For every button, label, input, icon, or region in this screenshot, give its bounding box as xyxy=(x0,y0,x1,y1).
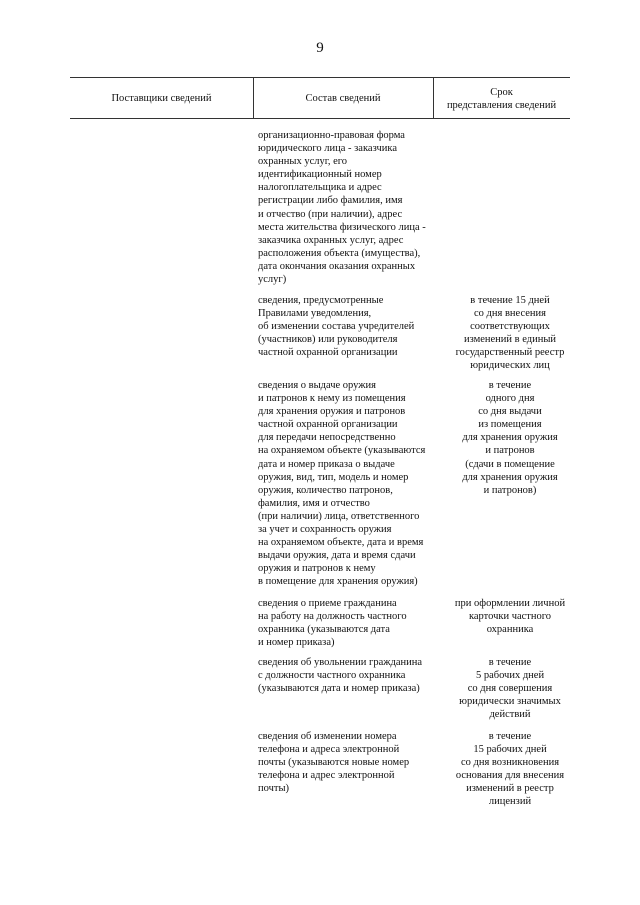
row-2-content-line: для передачи непосредственно xyxy=(258,432,396,444)
row-1-content-line: частной охранной организации xyxy=(258,347,398,359)
row-2-deadline-line: для хранения оружия xyxy=(462,471,558,483)
row-0-content-line: услуг) xyxy=(258,274,287,286)
row-1-content xyxy=(258,294,414,359)
row-2-deadline xyxy=(440,379,580,497)
row-1-content-line: сведения, предусмотренные xyxy=(258,295,384,306)
row-2-content xyxy=(258,379,425,589)
row-5-deadline-line: в течение xyxy=(488,731,532,742)
row-2-content-line: оружия, вид, тип, модель и номер xyxy=(258,471,409,483)
row-5-deadline-line: изменений в реестр xyxy=(466,783,554,795)
header-deadline: Срок представления сведений xyxy=(446,87,557,111)
row-2-deadline-line: в течение xyxy=(488,380,532,391)
row-4-content-line: с должности частного охранника xyxy=(258,670,406,682)
row-0-content xyxy=(258,129,426,286)
row-0-content-line: дата окончания оказания охранных xyxy=(258,260,416,272)
row-4-deadline-line: 5 рабочих дней xyxy=(475,670,545,682)
row-1-deadline-line: со дня внесения xyxy=(474,308,546,320)
row-0-content-line: места жительства физического лица - xyxy=(258,221,426,233)
row-4-deadline-line: действий xyxy=(489,709,531,721)
row-3-deadline-line: при оформлении личной xyxy=(454,598,566,609)
row-0-content-line: идентификационный номер xyxy=(258,169,382,181)
row-5-content-line: телефона и адреса электронной xyxy=(258,744,400,756)
row-2-content-line: фамилия, имя и отчество xyxy=(258,497,370,509)
row-5-deadline-line: лицензий xyxy=(488,796,532,808)
header-suppliers: Поставщики сведений xyxy=(111,93,212,104)
row-2-deadline-line: (сдачи в помещение xyxy=(465,458,555,470)
row-1-content-line: об изменении состава учредителей xyxy=(258,321,415,333)
row-1-deadline-line: государственный реестр xyxy=(455,347,565,359)
row-0-content-line: и отчество (при наличии), адрес xyxy=(258,208,403,220)
row-1-deadline-line: соответствующих xyxy=(470,321,550,333)
row-5-content-line: телефона и адрес электронной xyxy=(258,770,395,782)
row-2-content-line: для хранения оружия и патронов xyxy=(258,406,406,418)
row-5-content-line: почты (указываются новые номер xyxy=(258,757,410,769)
row-1-deadline xyxy=(440,294,580,373)
row-4-deadline-line: юридически значимых xyxy=(459,696,561,708)
row-2-deadline-line: и патронов) xyxy=(483,484,537,496)
row-2-content-line: (при наличии) лица, ответственного xyxy=(258,510,420,522)
row-5-content-line: сведения об изменении номера xyxy=(258,731,397,742)
row-5-content-line: почты) xyxy=(258,783,290,795)
row-0-content-line: заказчика охранных услуг, адрес xyxy=(258,234,404,246)
header-content: Состав сведений xyxy=(305,93,381,104)
row-2-content-line: на охраняемом объекте (указываются xyxy=(258,445,426,457)
row-0-content-line: налогоплательщика и адрес xyxy=(258,182,382,194)
row-0-content-line: регистрации либо фамилия, имя xyxy=(258,195,403,207)
row-5-deadline-line: 15 рабочих дней xyxy=(473,744,547,756)
row-0-content-line: расположения объекта (имущества), xyxy=(258,247,421,259)
page-number: 9 xyxy=(316,40,324,56)
row-5-deadline-line: со дня возникновения xyxy=(460,757,560,769)
row-2-content-line: дата и номер приказа о выдаче xyxy=(258,458,395,470)
row-2-deadline-line: из помещения xyxy=(478,419,542,431)
row-3-content-line: сведения о приеме гражданина xyxy=(258,598,397,609)
row-4-deadline xyxy=(440,656,580,721)
row-3-content-line: охранника (указываются дата xyxy=(258,624,390,636)
row-3-content xyxy=(258,597,407,649)
row-2-content-line: выдачи оружия, дата и время сдачи xyxy=(258,550,416,562)
row-1-deadline-line: изменений в единый xyxy=(463,334,557,346)
row-2-content-line: за учет и сохранность оружия xyxy=(258,524,392,536)
row-0-content-line: организационно-правовая форма xyxy=(258,130,405,141)
row-3-content-line: на работу на должность частного xyxy=(258,611,407,623)
row-5-deadline-line: основания для внесения xyxy=(455,770,565,782)
row-0-content-line: юридического лица - заказчика xyxy=(258,143,398,155)
row-1-deadline-line: юридических лиц xyxy=(470,360,550,372)
row-2-deadline-line: для хранения оружия xyxy=(462,432,558,444)
row-2-deadline-line: и патронов xyxy=(485,445,535,457)
table-top-rule xyxy=(70,77,570,78)
row-4-content-line: сведения об увольнении гражданина xyxy=(258,657,423,668)
row-3-deadline-line: карточки частного xyxy=(468,611,552,623)
row-5-deadline xyxy=(440,730,580,809)
row-5-content xyxy=(258,730,409,795)
row-1-content-line: (участников) или руководителя xyxy=(258,334,398,346)
row-2-content-line: и патронов к нему из помещения xyxy=(258,393,406,405)
row-4-deadline-line: в течение xyxy=(488,657,532,668)
row-2-content-line: частной охранной организации xyxy=(258,419,398,431)
row-0-content-line: охранных услуг, его xyxy=(258,156,348,168)
row-2-content-line: на охраняемом объекте, дата и время xyxy=(258,537,424,549)
row-4-content xyxy=(258,656,422,695)
row-2-content-line: в помещение для хранения оружия) xyxy=(258,576,418,588)
table-header-rule xyxy=(70,118,570,119)
row-3-deadline-line: охранника xyxy=(486,624,534,636)
row-2-content-line: оружия и патронов к нему xyxy=(258,563,376,575)
row-2-deadline-line: со дня выдачи xyxy=(478,406,542,418)
row-1-content-line: Правилами уведомления, xyxy=(258,308,372,320)
row-3-deadline xyxy=(440,597,580,636)
row-4-deadline-line: со дня совершения xyxy=(467,683,553,695)
row-1-deadline-line: в течение 15 дней xyxy=(470,295,550,306)
row-2-content-line: сведения о выдаче оружия xyxy=(258,380,376,391)
row-4-content-line: (указываются дата и номер приказа) xyxy=(258,683,420,695)
row-2-deadline-line: одного дня xyxy=(485,393,535,405)
row-3-content-line: и номер приказа) xyxy=(258,637,335,649)
row-2-content-line: оружия, количество патронов, xyxy=(258,484,393,496)
